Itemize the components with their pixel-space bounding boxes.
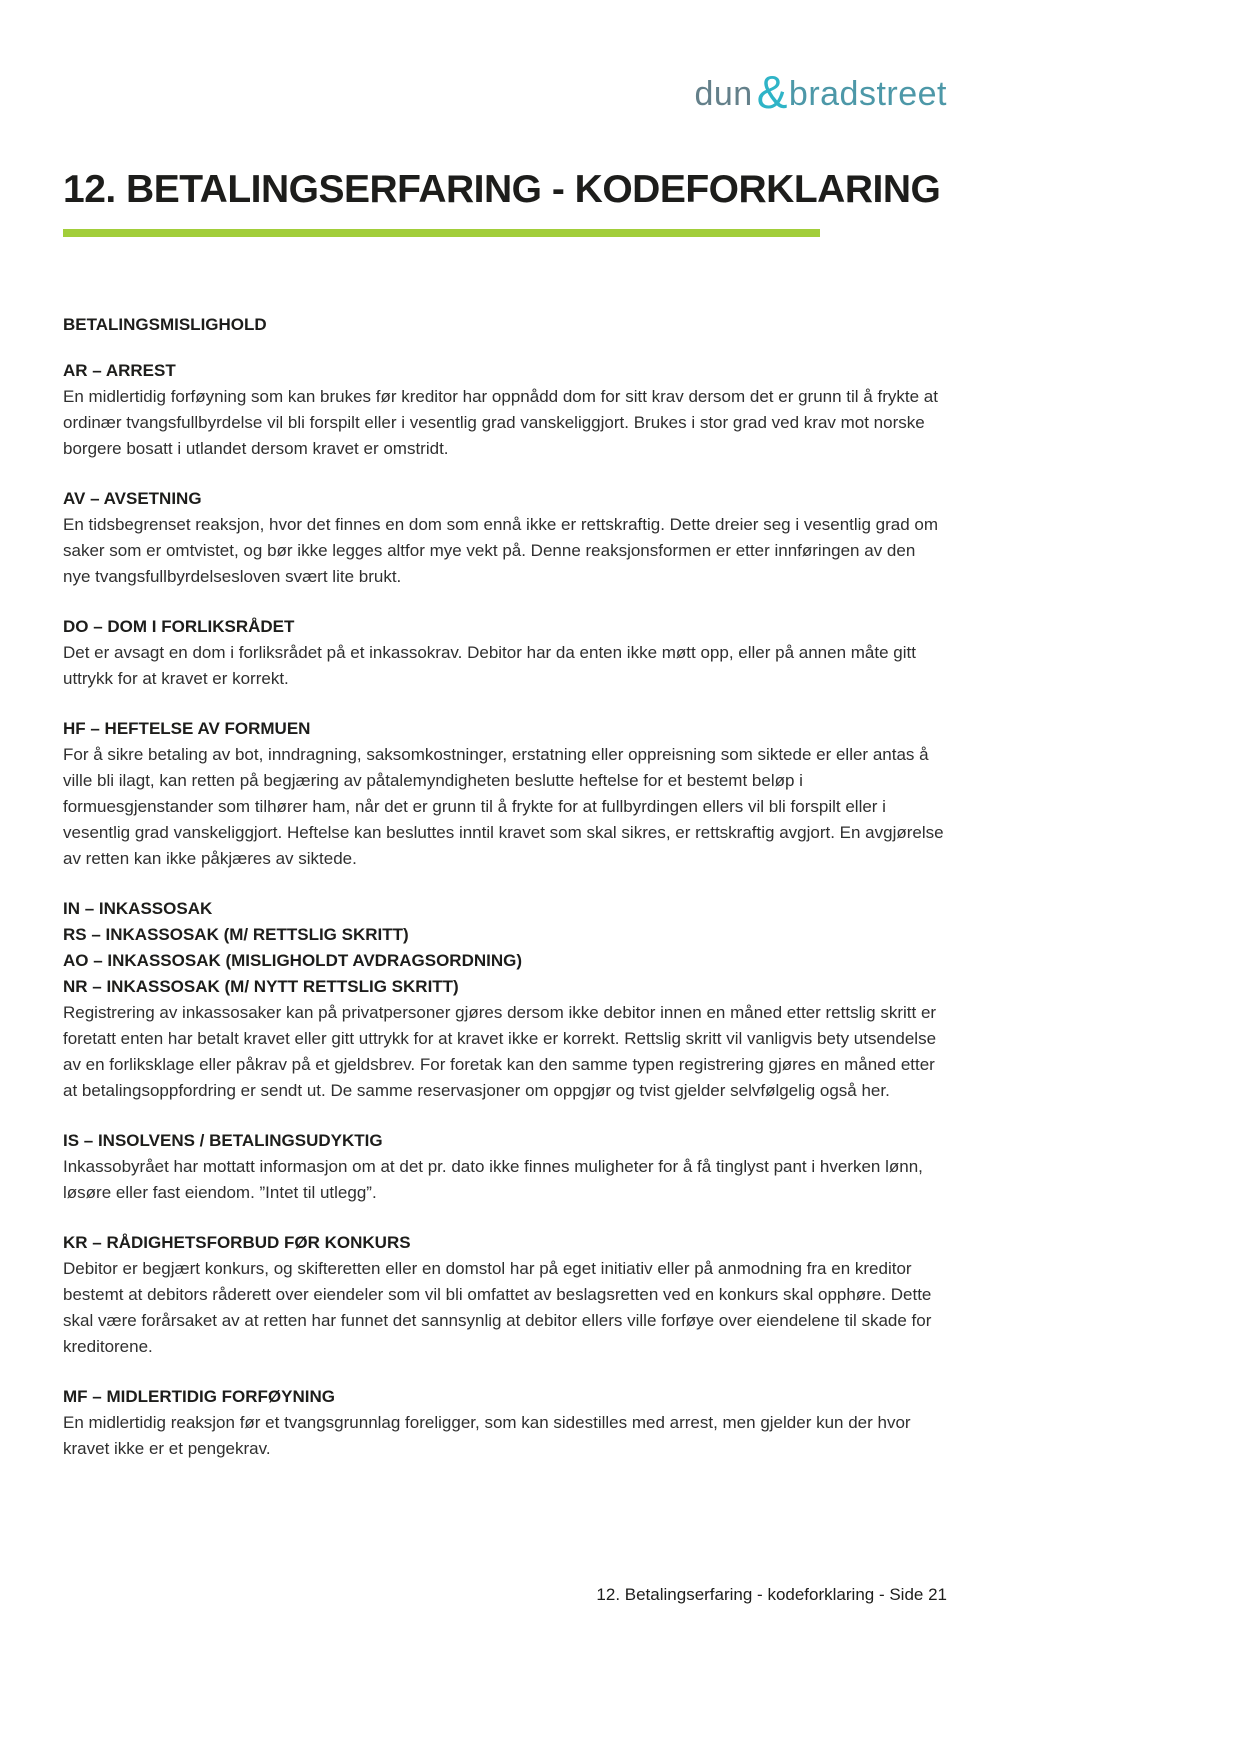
logo-text-dun: dun <box>694 75 753 113</box>
dun-and-bradstreet-logo <box>694 66 947 118</box>
code-description: Det er avsagt en dom i forliksrådet på et inkassokrav. Debitor har da enten ikke møtt opp, eller på annen måte gitt uttrykk for at kravet er korrekt. <box>63 643 916 688</box>
code-entries-list <box>63 358 947 1486</box>
code-heading: AR – ARREST <box>63 361 176 380</box>
code-heading: AO – INKASSOSAK (MISLIGHOLDT AVDRAGSORDNING) <box>63 951 523 970</box>
code-description: Inkassobyrået har mottatt informasjon om at det pr. dato ikke finnes muligheter for å få tinglyst pant i hverken lønn, løsøre eller fast eiendom. ”Intet til utlegg”. <box>63 1157 923 1202</box>
code-description: Debitor er begjært konkurs, og skifteretten eller en domstol har på eget initiativ eller på anmodning fra en kreditor bestemt at debitors råderett over eiendeler som vil bli omfattet av beslagsretten ved en konkurs skal opphøre. Dette skal være forårsaket av at retten har funnet det sannsynlig at debitor ellers ville forføye over eiendelene til skade for kreditorene. <box>63 1259 932 1356</box>
code-heading: RS – INKASSOSAK (M/ RETTSLIG SKRITT) <box>63 925 409 944</box>
code-entry <box>63 614 947 692</box>
code-heading: HF – HEFTELSE AV FORMUEN <box>63 719 311 738</box>
page-title: 12. BETALINGSERFARING - KODEFORKLARING <box>63 168 941 211</box>
code-heading: NR – INKASSOSAK (M/ NYTT RETTSLIG SKRITT) <box>63 977 459 996</box>
content-column <box>63 0 947 1754</box>
page-footer: 12. Betalingserfaring - kodeforklaring - Side 21 <box>596 1585 947 1604</box>
code-heading: AV – AVSETNING <box>63 489 202 508</box>
code-description: For å sikre betaling av bot, inndragning, saksomkostninger, erstatning eller oppreisning som siktede er eller antas å ville bli ilagt, kan retten på begjæring av påtalemyndigheten beslutte heftelse for et bestemt beløp i formuesgjenstander som tilhører ham, når det er grunn til å frykte for at fullbyrdingen ellers vil bli forspilt eller i vesentlig grad vanskeliggjort. Heftelse kan besluttes inntil kravet som skal sikres, er rettskraftig avgjort. En avgjørelse av retten kan ikke påkjæres av siktede. <box>63 745 944 868</box>
code-description: Registrering av inkassosaker kan på privatpersoner gjøres dersom ikke debitor innen en måned etter rettslig skritt er foretatt enten har betalt kravet eller gitt uttrykk for at kravet ikke er korrekt. Rettslig skritt vil vanligvis bety utsendelse av en forliksklage eller påkrav på et gjeldsbrev. For foretak kan den samme typen registrering gjøres en måned etter at betalingsoppfordring er sendt ut. De samme reservasjoner om oppgjør og tvist gjelder selvfølgelig også her. <box>63 1003 937 1100</box>
code-heading: DO – DOM I FORLIKSRÅDET <box>63 617 295 636</box>
code-entry <box>63 486 947 590</box>
code-heading: IS – INSOLVENS / BETALINGSUDYKTIG <box>63 1131 383 1150</box>
code-entry <box>63 1128 947 1206</box>
code-entry <box>63 1230 947 1360</box>
code-entry <box>63 896 947 1104</box>
code-entry <box>63 358 947 462</box>
code-description: En tidsbegrenset reaksjon, hvor det finnes en dom som ennå ikke er rettskraftig. Dette dreier seg i vesentlig grad om saker som er omtvistet, og bør ikke legges altfor mye vekt på. Denne reaksjonsformen er etter innføringen av den nye tvangsfullbyrdelsesloven svært lite brukt. <box>63 515 939 586</box>
code-heading: KR – RÅDIGHETSFORBUD FØR KONKURS <box>63 1233 411 1252</box>
logo-text-bradstreet: bradstreet <box>788 75 947 113</box>
code-heading: MF – MIDLERTIDIG FORFØYNING <box>63 1387 335 1406</box>
section-heading: BETALINGSMISLIGHOLD <box>63 315 267 334</box>
code-entry <box>63 716 947 872</box>
logo-ampersand: & <box>756 66 788 118</box>
title-accent-bar <box>63 229 820 237</box>
code-description: En midlertidig forføyning som kan brukes før kreditor har oppnådd dom for sitt krav dersom det er grunn til å frykte at ordinær tvangsfullbyrdelse vil bli forspilt eller i vesentlig grad vanskeliggjort. Brukes i stor grad ved krav mot norske borgere bosatt i utlandet dersom kravet er omstridt. <box>63 387 938 458</box>
code-heading: IN – INKASSOSAK <box>63 899 213 918</box>
code-entry <box>63 1384 947 1462</box>
code-description: En midlertidig reaksjon før et tvangsgrunnlag foreligger, som kan sidestilles med arrest, men gjelder kun der hvor kravet ikke er et pengekrav. <box>63 1413 911 1458</box>
